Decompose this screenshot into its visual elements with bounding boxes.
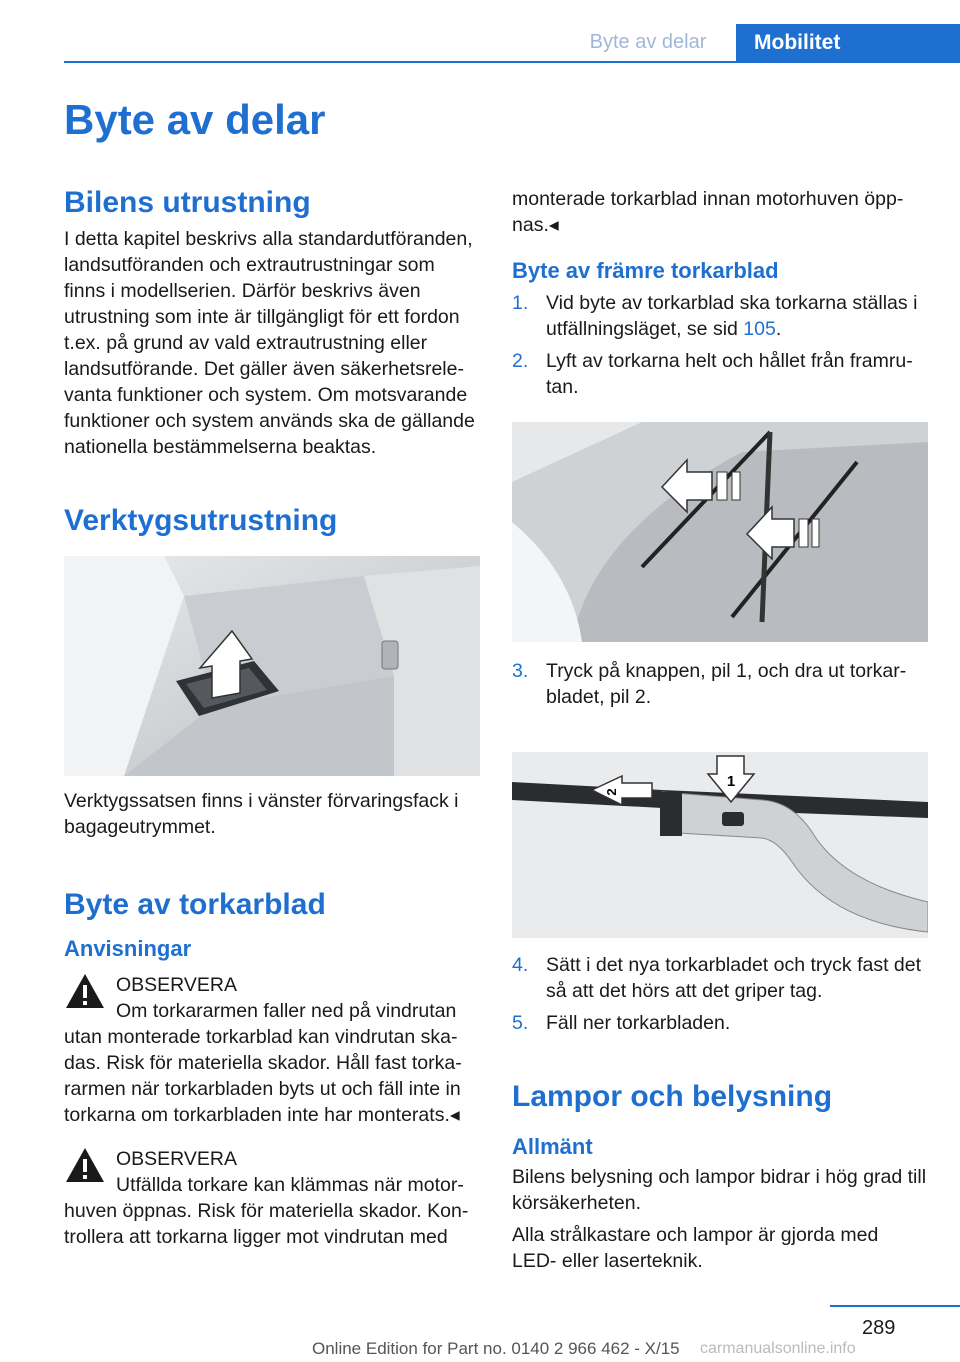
heading-tools: Verktygsutrustning: [64, 504, 338, 537]
steps-list-a: [512, 290, 928, 400]
step-number: 3.: [512, 660, 529, 682]
page-title: Byte av delar: [64, 96, 326, 143]
heading-lamps: Lampor och belysning: [512, 1080, 833, 1113]
windscreen-wipers-illustration: [512, 422, 928, 642]
tool-kit-figure: [64, 556, 480, 776]
step-number: 2.: [512, 350, 529, 372]
paragraph-general-1: Bilens belysning och lampor bidrar i hög grad till körsäkerheten.: [512, 1166, 927, 1214]
warning-block-1: [64, 972, 480, 1128]
paragraph-tools: Verktygssatsen finns i vänster förvaringsfack i bagageutrymmet.: [64, 790, 459, 838]
windscreen-wipers-figure: [512, 422, 928, 642]
step-text: Fäll ner torkarbladen.: [546, 1012, 731, 1034]
arrow-label-2: 2: [604, 788, 619, 796]
warning-triangle-icon: [64, 1146, 106, 1184]
step-item: [512, 290, 928, 342]
header-rule: [64, 61, 960, 63]
wiper-blade-illustration: [512, 752, 928, 938]
wiper-blade-figure: [512, 752, 928, 938]
right-column: [512, 180, 928, 1274]
step-item: [512, 348, 928, 400]
heading-notes: Anvisningar: [64, 936, 192, 961]
arrow-label-1: 1: [726, 773, 736, 790]
watermark: carmanualsonline.info: [700, 1340, 856, 1357]
step-text-end: .: [775, 318, 782, 340]
warning-title: OBSERVERA: [116, 974, 238, 996]
warning-text: Om torkararmen faller ned på vindrutan utan monterade torkarblad kan vindrutan skadas. Risk för materiella skador. Håll fast torkararmen när torkarbladen byts ut och fäll inte in torkarna om torkarbladen inte har monterats.◂: [64, 1000, 462, 1126]
steps-list-b: [512, 952, 928, 1036]
paragraph-general-2: Alla strålkastare och lampor är gjorda med LED- eller laserteknik.: [512, 1224, 879, 1272]
step-text: Lyft av torkarna helt och hållet från framrutan.: [546, 350, 913, 398]
step-text: Vid byte av torkarblad ska torkarna ställas i utfällningsläget, se sid: [546, 292, 918, 340]
heading-equipment: Bilens utrustning: [64, 186, 311, 219]
step-number: 1.: [512, 292, 529, 314]
paragraph-continued: monterade torkarblad innan motorhuven öppnas.◂: [512, 188, 904, 236]
step-text: Tryck på knappen, pil 1, och dra ut torkarbladet, pil 2.: [546, 660, 907, 708]
header-section-label: Byte av delar: [589, 31, 707, 53]
steps-list-step3: [512, 658, 928, 710]
heading-wipers: Byte av torkarblad: [64, 888, 326, 921]
warning-triangle-icon: [64, 972, 106, 1010]
page-reference-link[interactable]: 105: [743, 318, 776, 340]
step-number: 5.: [512, 1012, 529, 1034]
warning-block-2: [64, 1146, 480, 1250]
tool-kit-illustration: [64, 556, 480, 776]
step-item: [512, 658, 928, 710]
heading-general: Allmänt: [512, 1134, 593, 1159]
step-item: [512, 952, 928, 1004]
heading-front-wipers: Byte av främre torkarblad: [512, 258, 779, 283]
warning-text: Utfällda torkare kan klämmas när motorhuven öppnas. Risk för materiella skador. Kontrollera att torkarna ligger mot vindrutan med: [64, 1174, 469, 1248]
footer-rule: [830, 1305, 960, 1307]
warning-title: OBSERVERA: [116, 1148, 238, 1170]
step-text: Sätt i det nya torkarbladet och tryck fast det så att det hörs att det griper tag.: [546, 954, 922, 1002]
paragraph-equipment: I detta kapitel beskrivs alla standardutföranden, landsutföranden och extrautrustningar som finns i modellserien. Därför beskrivs även utrustning som inte är tillgängligt för ett fordon t.ex. på grund av vald extrautrustning eller landsutförande. Det gäller även säkerhetsrelevanta funktioner och system. Om motsvarande funktioner och system används ska de gällande nationella bestämmelserna beaktas.: [64, 228, 475, 458]
left-column: [64, 180, 480, 1250]
step-item: [512, 1010, 928, 1036]
step-number: 4.: [512, 954, 529, 976]
footer-edition-text: Online Edition for Part no. 0140 2 966 462 - X/15: [312, 1339, 680, 1358]
header-chapter-tab: Mobilitet: [736, 24, 960, 61]
page-number: 289: [862, 1317, 896, 1339]
